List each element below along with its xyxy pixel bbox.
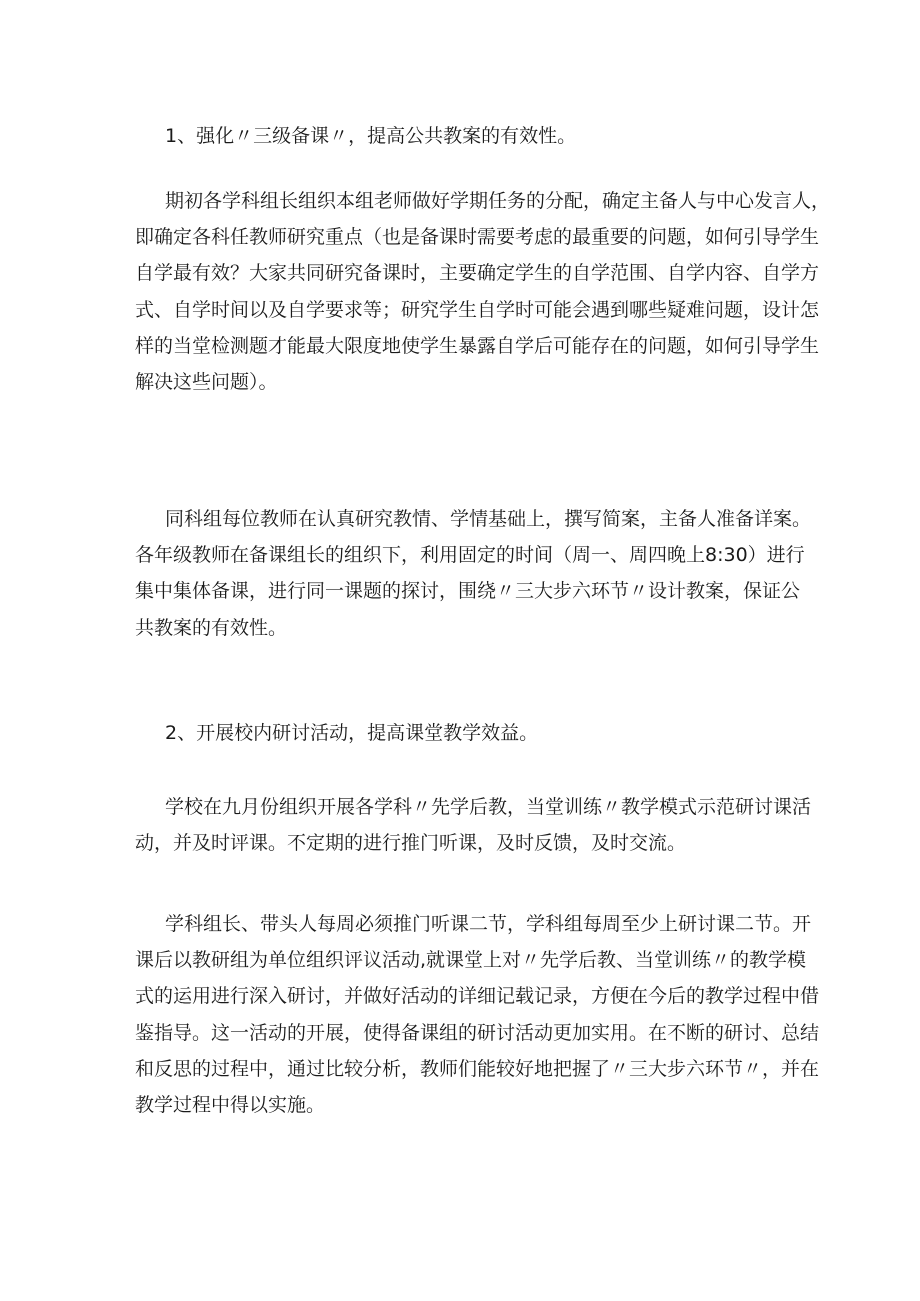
paragraph-line: 期初各学科组长组织本组老师做好学期任务的分配，确定主备人与中心发言人， xyxy=(165,190,831,212)
paragraph-line: 自学最有效？大家共同研究备课时，主要确定学生的自学范围、自学内容、自学方 xyxy=(135,262,820,285)
paragraph-line: 式、自学时间以及自学要求等；研究学生自学时可能会遇到哪些疑难问题，设计怎 xyxy=(135,298,820,321)
paragraph-line: 和反思的过程中，通过比较分析，教师们能较好地把握了〃三大步六环节〃，并在 xyxy=(135,1057,820,1080)
paragraph-3 xyxy=(135,789,812,861)
paragraph-line: 集中集体备课，进行同一课题的探讨，围绕〃三大步六环节〃设计教案，保证公 xyxy=(135,580,801,603)
paragraph-line: 式的运用进行深入研讨，并做好活动的详细记载记录，方便在今后的教学过程中借 xyxy=(135,985,820,1008)
paragraph-line: 样的当堂检测题才能最大限度地使学生暴露自学后可能存在的问题，如何引导学生 xyxy=(135,334,820,357)
paragraph-line: 学科组长、带头人每周必须推门听课二节，学科组每周至少上研讨课二节。开 xyxy=(165,913,812,935)
paragraph-line: 课后以教研组为单位组织评议活动,就课堂上对〃先学后教、当堂训练〃的教学模 xyxy=(135,949,807,972)
paragraph-line: 教学过程中得以实施。 xyxy=(135,1094,326,1117)
section-heading-2 xyxy=(135,715,795,751)
paragraph-1 xyxy=(135,183,831,400)
section-heading-1 xyxy=(135,118,795,154)
heading-text: 2、开展校内研讨活动，提高课堂教学效益。 xyxy=(165,722,539,744)
paragraph-line: 解决这些问题）。 xyxy=(135,371,278,394)
paragraph-2 xyxy=(135,501,812,646)
paragraph-4 xyxy=(135,906,820,1123)
paragraph-line: 共教案的有效性。 xyxy=(135,616,288,639)
paragraph-line: 学校在九月份组织开展各学科〃先学后教，当堂训练〃教学模式示范研讨课活 xyxy=(165,796,812,818)
paragraph-line: 鉴指导。这一活动的开展，使得备课组的研讨活动更加实用。在不断的研讨、总结 xyxy=(135,1021,820,1044)
paragraph-line: 动，并及时评课。不定期的进行推门听课，及时反馈，及时交流。 xyxy=(135,832,687,855)
paragraph-line: 各年级教师在备课组长的组织下，利用固定的时间（周一、周四晚上8:30）进行 xyxy=(135,544,805,567)
paragraph-line: 即确定各科任教师研究重点（也是备课时需要考虑的最重要的问题，如何引导学生 xyxy=(135,226,820,249)
heading-text: 1、强化〃三级备课〃，提高公共教案的有效性。 xyxy=(165,125,577,147)
paragraph-line: 同科组每位教师在认真研究教情、学情基础上，撰写简案，主备人准备详案。 xyxy=(165,508,812,530)
